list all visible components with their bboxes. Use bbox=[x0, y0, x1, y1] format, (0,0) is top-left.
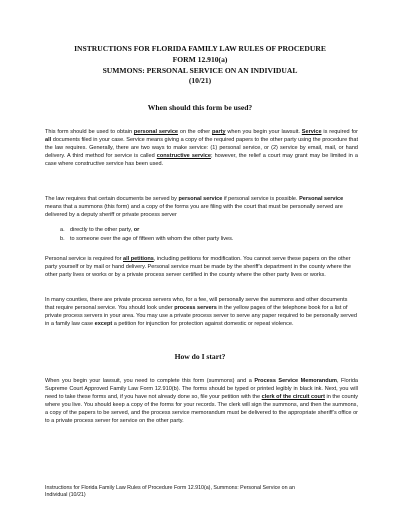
paragraph-service-overview: This form should be used to obtain personal service on the other party when you begin your lawsuit. Service is required for all documents filed in your case. Service means giving a copy of the required papers to the other party using the procedure that the law requires. Generally, there are two ways to make service: (1) personal service, or (2) service by email, mail, or hand delivery. A third method for service is called constructive service; however, the relief a court may grant may be limited in a case where constructive service has been used. bbox=[45, 129, 358, 168]
section-heading-when: When should this form be used? bbox=[147, 103, 253, 112]
term-constructive-service: constructive service bbox=[156, 153, 211, 160]
header-form-number: FORM 12.910(a) bbox=[172, 54, 228, 64]
header-revision-date: (10/21) bbox=[188, 76, 212, 86]
document-header bbox=[0, 44, 400, 87]
term-personal-service: personal service bbox=[133, 129, 178, 135]
term-all-petitions: all petitions bbox=[123, 256, 154, 262]
list-item: b. to someone over the age of fifteen with whom the other party lives. bbox=[60, 236, 234, 243]
page-footer: Instructions for Florida Family Law Rules of Procedure Form 12.910(a), Summons: Personal Service on an Individual (10/21) bbox=[45, 485, 295, 499]
term-clerk-of-circuit-court: clerk of the circuit court bbox=[261, 394, 325, 401]
term-party: party bbox=[211, 129, 226, 135]
header-title-line: INSTRUCTIONS FOR FLORIDA FAMILY LAW RULES OF PROCEDURE bbox=[74, 44, 326, 53]
list-item: a. directly to the other party, or bbox=[60, 227, 140, 233]
service-methods-list bbox=[60, 226, 350, 244]
paragraph-how-to-start: When you begin your lawsuit, you need to complete this form (summons) and a Process Service Memorandum, Florida Supreme Court Approved Family Law Form 12.910(b). The forms should be typed or printed legibly in black ink. Next, you will need to take these forms and, if you have not already done so, file your petition with the clerk of the circuit court in the county where you live. You should keep a copy of the forms for your records. The clerk will sign the summons, and then the summons, a copy of the papers to be served, and the process service memorandum must be delivered to the appropriate sheriff’s office or to a private process server for service on the other party. bbox=[45, 378, 358, 425]
term-service: Service bbox=[301, 129, 322, 135]
paragraph-process-servers: In many counties, there are private process servers who, for a fee, will personally serve the summons and other documents that require personal service. You should look under process servers in the yellow pages of the telephone book for a list of private process servers in your area. You may use a private process server to serve any paper required to be personally served in a family law case except a petition for injunction for protection against domestic or repeat violence. bbox=[45, 297, 358, 328]
paragraph-petitions: Personal service is required for all petitions, including petitions for modification. You cannot serve these papers on the other party yourself or by mail or hand delivery. Personal service must be made by the sheriff’s department in the county where the other party lives or works or by a private process server certified in the county where the other party lives or works. bbox=[45, 256, 351, 279]
section-heading-how: How do I start? bbox=[174, 352, 226, 361]
header-subtitle: SUMMONS: PERSONAL SERVICE ON AN INDIVIDUAL bbox=[102, 65, 298, 75]
paragraph-personal-service: The law requires that certain documents be served by personal service if personal service is possible. Personal service means that a summons (this form) and a copy of the forms you are filing with the court that must be personally served are delivered by a deputy sheriff or private process server bbox=[45, 196, 344, 219]
